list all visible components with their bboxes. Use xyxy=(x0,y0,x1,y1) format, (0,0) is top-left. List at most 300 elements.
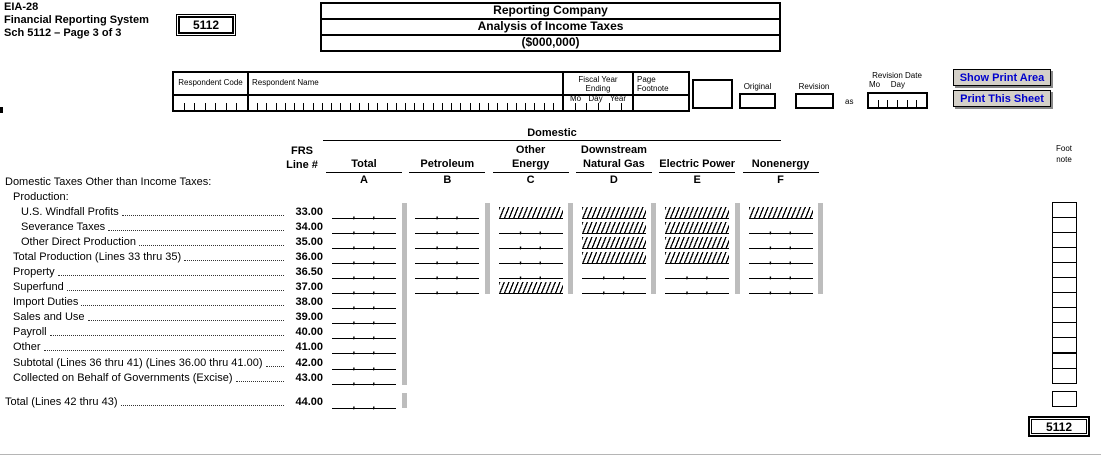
comb-tick xyxy=(544,103,545,110)
thousands-comma: , xyxy=(435,270,439,282)
original-label: Original xyxy=(743,82,772,91)
column-separator xyxy=(818,203,823,294)
comb-tick xyxy=(226,103,227,110)
page-footnote-header xyxy=(634,73,688,94)
column-separator xyxy=(485,203,490,294)
comb-tick xyxy=(479,103,480,110)
column-letter: F xyxy=(777,174,784,186)
comb-tick xyxy=(368,103,369,110)
dotted-leader xyxy=(88,320,284,321)
thousands-comma: , xyxy=(788,225,792,237)
thousands-comma: , xyxy=(455,240,459,252)
footnote-header-1: Foot xyxy=(1055,144,1072,153)
domestic-group-header: Domestic xyxy=(527,127,577,139)
thousands-comma: , xyxy=(768,240,772,252)
amount-cell-37.00-a[interactable] xyxy=(332,281,396,297)
dotted-leader xyxy=(44,350,284,351)
comb-tick xyxy=(878,100,879,107)
comb-tick xyxy=(586,103,587,110)
column-separator xyxy=(735,203,740,294)
row-label: Sales and Use xyxy=(13,311,85,324)
data-row xyxy=(0,355,1101,370)
thousands-comma: , xyxy=(602,285,606,297)
schedule-number-box-top xyxy=(176,14,236,36)
comb-tick xyxy=(525,103,526,110)
thousands-comma: , xyxy=(538,240,542,252)
dotted-leader xyxy=(184,260,284,261)
comb-tick xyxy=(396,103,397,110)
thousands-comma: , xyxy=(788,270,792,282)
amount-cell-37.00-f[interactable] xyxy=(749,281,813,297)
frs-line-number: 40.00 xyxy=(295,326,323,339)
row-label: Severance Taxes xyxy=(21,221,106,234)
amount-cell-35.00-a[interactable] xyxy=(332,236,396,252)
row-label: Subtotal (Lines 36 thru 41) (Lines 36.00 thru 41.00) xyxy=(13,356,263,369)
form-code: EIA-28 xyxy=(4,1,39,13)
thousands-comma: , xyxy=(435,255,439,267)
thousands-comma: , xyxy=(519,270,522,282)
amount-cell-36.50-e[interactable] xyxy=(665,266,729,282)
row-label-area xyxy=(0,234,323,249)
column-letter: D xyxy=(609,174,618,186)
thousands-comma: , xyxy=(455,225,459,237)
footnote-column-header xyxy=(1046,143,1082,165)
dotted-leader xyxy=(50,335,284,336)
thousands-comma: , xyxy=(352,240,356,252)
column-letter: A xyxy=(360,174,368,186)
thousands-comma: , xyxy=(352,330,356,342)
comb-tick xyxy=(460,103,461,110)
comb-tick xyxy=(897,100,898,107)
comb-tick xyxy=(414,103,415,110)
revision-date-field[interactable] xyxy=(867,92,928,109)
na-cell-34.00-e xyxy=(665,222,729,234)
title-line-3: ($000,000) xyxy=(320,34,781,52)
row-label-area xyxy=(0,339,323,354)
thousands-comma: , xyxy=(372,345,376,357)
amount-cell-36.00-c[interactable] xyxy=(499,251,563,267)
column-title-line2: Natural Gas xyxy=(583,158,645,170)
row-label: Property xyxy=(13,266,55,279)
frs-line-number: 36.50 xyxy=(295,266,323,279)
amount-cell-36.50-c[interactable] xyxy=(499,266,563,282)
amount-cell-35.00-c[interactable] xyxy=(499,236,563,252)
dotted-leader xyxy=(122,215,284,216)
footnote-box-40.00[interactable] xyxy=(1052,322,1077,338)
thousands-comma: , xyxy=(788,285,792,297)
thousands-comma: , xyxy=(372,240,376,252)
title-line-2: Analysis of Income Taxes xyxy=(320,18,781,36)
footnote-box-42.00[interactable] xyxy=(1052,353,1077,369)
respondent-code-field[interactable] xyxy=(174,96,249,110)
comb-tick xyxy=(609,103,610,110)
thousands-comma: , xyxy=(352,225,356,237)
row-label: Total (Lines 42 thru 43) xyxy=(5,396,118,408)
frs-line-number: 35.00 xyxy=(295,236,323,249)
thousands-comma: , xyxy=(538,255,542,267)
footnote-box-37.00[interactable] xyxy=(1052,277,1077,293)
total-row xyxy=(0,394,1101,409)
thousands-comma: , xyxy=(519,255,522,267)
thousands-comma: , xyxy=(352,255,356,267)
amount-cell-34.00-c[interactable] xyxy=(499,221,563,237)
dotted-leader xyxy=(236,381,285,382)
form-title-box xyxy=(320,2,781,52)
thousands-comma: , xyxy=(372,300,376,312)
row-label-area xyxy=(0,249,323,264)
amount-cell-33.00-b[interactable] xyxy=(415,206,479,219)
comb-tick xyxy=(236,103,237,110)
dotted-leader xyxy=(81,305,284,306)
amount-cell-39.00-a[interactable] xyxy=(332,311,396,327)
amount-cell-35.00-f[interactable] xyxy=(749,236,813,252)
thousands-comma: , xyxy=(352,375,356,387)
dotted-leader xyxy=(266,366,285,367)
schedule-number-box-bottom xyxy=(1028,416,1090,437)
fiscal-year-unit-label: Year xyxy=(609,94,626,103)
na-cell-34.00-d xyxy=(582,222,646,234)
row-label-area xyxy=(0,394,323,409)
comb-tick xyxy=(497,103,498,110)
amount-cell-36.50-d[interactable] xyxy=(582,266,646,282)
row-label: Superfund xyxy=(13,281,64,294)
thousands-comma: , xyxy=(352,360,356,372)
show-print-area-button[interactable]: Show Print Area xyxy=(953,69,1051,86)
amount-cell-44.00-a[interactable] xyxy=(332,396,396,409)
blank-box xyxy=(692,79,733,109)
frs-line-number: 34.00 xyxy=(295,221,323,234)
amount-cell-37.00-e[interactable] xyxy=(665,281,729,297)
revision-field[interactable] xyxy=(795,93,834,109)
footnote-box-36.50[interactable] xyxy=(1052,262,1077,278)
na-cell-37.00-c xyxy=(499,282,563,294)
frs-line-number: 36.00 xyxy=(295,251,323,264)
title-line-1: Reporting Company xyxy=(320,2,781,20)
row-label-area xyxy=(0,204,323,219)
footnote-box-43.00[interactable] xyxy=(1052,368,1077,384)
row-label-area xyxy=(0,294,323,309)
row-label-area xyxy=(0,189,323,204)
amount-cell-40.00-a[interactable] xyxy=(332,326,396,342)
comb-tick xyxy=(184,103,185,110)
revision-date-label: Revision Date xyxy=(872,71,922,80)
row-label: Payroll xyxy=(13,326,47,339)
system-name: Financial Reporting System xyxy=(4,14,149,26)
column-title-line1 xyxy=(739,144,823,158)
comb-tick xyxy=(451,103,452,110)
fiscal-year-label: Fiscal Year Ending xyxy=(578,75,618,93)
amount-cell-34.00-b[interactable] xyxy=(415,221,479,237)
row-label: Import Duties xyxy=(13,296,79,309)
row-label: Total Production (Lines 33 thru 35) xyxy=(13,251,182,264)
thousands-comma: , xyxy=(788,255,792,267)
thousands-comma: , xyxy=(538,270,542,282)
amount-cell-37.00-b[interactable] xyxy=(415,281,479,297)
data-row xyxy=(0,219,1101,237)
thousands-comma: , xyxy=(602,270,606,282)
thousands-comma: , xyxy=(352,345,356,357)
footnote-box-35.00[interactable] xyxy=(1052,232,1077,248)
frs-line-number: 44.00 xyxy=(295,396,323,408)
comb-tick xyxy=(205,103,206,110)
footnote-box-36.00[interactable] xyxy=(1052,247,1077,263)
amount-cell-36.50-b[interactable] xyxy=(415,266,479,282)
footnote-box-44.00[interactable] xyxy=(1052,391,1077,407)
thousands-comma: , xyxy=(372,315,376,327)
comb-tick xyxy=(423,103,424,110)
data-row xyxy=(0,234,1101,252)
dotted-leader xyxy=(67,290,284,291)
page-footnote-label-2: Footnote xyxy=(637,84,669,93)
page-footnote-label-1: Page xyxy=(637,75,656,84)
column-letter: B xyxy=(443,174,452,186)
data-row xyxy=(0,370,1101,385)
comb-tick xyxy=(442,103,443,110)
original-field[interactable] xyxy=(739,93,776,109)
thousands-comma: , xyxy=(435,285,439,297)
comb-tick xyxy=(916,100,917,107)
frs-line-number: 41.00 xyxy=(295,341,323,354)
column-separator xyxy=(402,393,407,408)
thousands-comma: , xyxy=(519,225,522,237)
comb-tick xyxy=(215,103,216,110)
thousands-comma: , xyxy=(372,255,376,267)
thousands-comma: , xyxy=(685,285,689,297)
comb-tick xyxy=(303,103,304,110)
row-label-area xyxy=(0,355,323,370)
amount-cell-36.00-f[interactable] xyxy=(749,251,813,267)
row-label: Collected on Behalf of Governments (Excise) xyxy=(13,371,233,384)
comb-tick xyxy=(294,103,295,110)
page-footnote-field[interactable] xyxy=(634,96,688,110)
row-label-area xyxy=(0,370,323,385)
column-title-line2: Petroleum xyxy=(420,158,475,170)
screen-edge-mark xyxy=(0,107,3,113)
comb-tick xyxy=(285,103,286,110)
data-row xyxy=(0,264,1101,282)
footnote-box-39.00[interactable] xyxy=(1052,307,1077,323)
footnote-box-34.00[interactable] xyxy=(1052,217,1077,233)
row-label-area xyxy=(0,219,323,234)
dotted-leader xyxy=(108,230,284,231)
print-this-sheet-button[interactable]: Print This Sheet xyxy=(953,90,1051,107)
comb-tick xyxy=(257,103,258,110)
thousands-comma: , xyxy=(352,400,356,411)
na-cell-35.00-e xyxy=(665,237,729,249)
comb-tick xyxy=(598,103,599,110)
thousands-comma: , xyxy=(372,285,376,297)
thousands-comma: , xyxy=(455,270,459,282)
comb-tick xyxy=(470,103,471,110)
comb-tick xyxy=(907,100,908,107)
page-reference: Sch 5112 – Page 3 of 3 xyxy=(4,27,122,39)
comb-tick xyxy=(340,103,341,110)
amount-cell-35.00-b[interactable] xyxy=(415,236,479,252)
thousands-comma: , xyxy=(768,270,772,282)
thousands-comma: , xyxy=(372,375,376,387)
na-cell-36.00-d xyxy=(582,252,646,264)
revision-date-comb xyxy=(869,94,926,107)
fiscal-year-header xyxy=(564,73,634,103)
domestic-group-rule xyxy=(323,140,781,141)
amount-cell-37.00-d[interactable] xyxy=(582,281,646,297)
revision-mo-label: Mo xyxy=(869,80,881,89)
row-label-area xyxy=(0,174,323,189)
data-row xyxy=(0,309,1101,327)
row-label: Domestic Taxes Other than Income Taxes: xyxy=(5,176,212,188)
revision-label: Revision xyxy=(798,82,830,91)
thousands-comma: , xyxy=(622,285,625,297)
comb-tick xyxy=(433,103,434,110)
amount-cell-36.50-a[interactable] xyxy=(332,266,396,282)
row-label: Production: xyxy=(13,191,69,203)
section-heading-row xyxy=(0,174,1101,189)
column-title-line1 xyxy=(322,144,406,158)
column-title-line1 xyxy=(405,144,489,158)
column-title-line1: Other xyxy=(515,144,546,156)
data-row xyxy=(0,294,1101,312)
comb-tick xyxy=(377,103,378,110)
frs-label: FRS xyxy=(291,145,313,157)
amount-cell-41.00-a[interactable] xyxy=(332,341,396,357)
thousands-comma: , xyxy=(768,255,772,267)
comb-tick xyxy=(322,103,323,110)
row-label-area xyxy=(0,279,323,294)
thousands-comma: , xyxy=(352,300,356,312)
na-cell-33.00-c xyxy=(499,207,563,219)
column-title-line1 xyxy=(655,144,739,158)
thousands-comma: , xyxy=(372,270,376,282)
thousands-comma: , xyxy=(372,330,376,342)
thousands-comma: , xyxy=(352,270,356,282)
amount-cell-34.00-f[interactable] xyxy=(749,221,813,237)
data-row xyxy=(0,204,1101,219)
respondent-name-field[interactable] xyxy=(249,96,564,110)
amount-cell-42.00-a[interactable] xyxy=(332,357,396,370)
thousands-comma: , xyxy=(705,270,709,282)
thousands-comma: , xyxy=(372,225,376,237)
comb-tick xyxy=(534,103,535,110)
row-label: Other Direct Production xyxy=(21,236,136,249)
frs-line-number: 42.00 xyxy=(295,356,323,369)
column-title-line2: Nonenergy xyxy=(751,158,810,170)
production-heading-row xyxy=(0,189,1101,204)
comb-tick xyxy=(488,103,489,110)
thousands-comma: , xyxy=(788,240,792,252)
na-cell-33.00-d xyxy=(582,207,646,219)
comb-tick xyxy=(405,103,406,110)
respondent-code-label: Respondent Code xyxy=(174,73,249,94)
dotted-leader xyxy=(58,275,284,276)
thousands-comma: , xyxy=(705,285,709,297)
revision-day-label: Day xyxy=(890,80,905,89)
amount-cell-36.00-b[interactable] xyxy=(415,251,479,267)
frs-line-number: 38.00 xyxy=(295,296,323,309)
schedule-number-bottom: 5112 xyxy=(1031,419,1087,434)
row-label-area xyxy=(0,324,323,339)
comb-tick xyxy=(313,103,314,110)
comb-tick xyxy=(387,103,388,110)
comb-tick xyxy=(516,103,517,110)
amount-cell-33.00-a[interactable] xyxy=(332,206,396,219)
comb-tick xyxy=(553,103,554,110)
amount-cell-36.00-a[interactable] xyxy=(332,251,396,267)
dotted-leader xyxy=(139,245,284,246)
na-cell-33.00-f xyxy=(749,207,813,219)
line-number-label: Line # xyxy=(286,159,318,171)
data-row xyxy=(0,249,1101,267)
column-title-line2: Total xyxy=(351,158,377,170)
thousands-comma: , xyxy=(455,255,459,267)
comb-tick xyxy=(359,103,360,110)
frs-line-number: 37.00 xyxy=(295,281,323,294)
thousands-comma: , xyxy=(435,240,439,252)
respondent-header-table xyxy=(172,71,690,112)
comb-tick xyxy=(276,103,277,110)
form-identification xyxy=(4,1,149,40)
fiscal-year-field[interactable] xyxy=(564,96,634,110)
footnote-box-38.00[interactable] xyxy=(1052,292,1077,308)
revision-date-units xyxy=(869,80,905,89)
fiscal-day-label: Day xyxy=(588,94,603,103)
frs-line-number: 43.00 xyxy=(295,371,323,384)
footnote-box-33.00[interactable] xyxy=(1052,202,1077,218)
thousands-comma: , xyxy=(622,270,625,282)
amount-cell-38.00-a[interactable] xyxy=(332,296,396,312)
thousands-comma: , xyxy=(455,210,459,221)
column-separator xyxy=(402,203,407,385)
column-letter: E xyxy=(693,174,701,186)
comb-tick xyxy=(331,103,332,110)
as-label: as xyxy=(845,97,854,106)
comb-tick xyxy=(887,100,888,107)
footnote-box-41.00[interactable] xyxy=(1052,337,1077,353)
column-letter: C xyxy=(526,174,535,186)
thousands-comma: , xyxy=(685,270,689,282)
comb-tick xyxy=(507,103,508,110)
thousands-comma: , xyxy=(372,210,376,221)
dotted-leader xyxy=(121,405,284,406)
thousands-comma: , xyxy=(435,210,439,221)
column-separator xyxy=(568,203,573,294)
column-title-line1: Downstream xyxy=(580,144,647,156)
amount-cell-34.00-a[interactable] xyxy=(332,221,396,237)
thousands-comma: , xyxy=(352,210,356,221)
na-cell-35.00-d xyxy=(582,237,646,249)
thousands-comma: , xyxy=(538,225,542,237)
data-row xyxy=(0,279,1101,297)
column-separator xyxy=(651,203,656,294)
thousands-comma: , xyxy=(768,285,772,297)
amount-cell-43.00-a[interactable] xyxy=(332,372,396,385)
na-cell-33.00-e xyxy=(665,207,729,219)
row-label: U.S. Windfall Profits xyxy=(21,206,119,218)
schedule-number: 5112 xyxy=(178,16,234,34)
comb-tick xyxy=(194,103,195,110)
frs-line-number: 33.00 xyxy=(295,206,323,218)
row-label: Other xyxy=(13,341,41,354)
thousands-comma: , xyxy=(768,225,772,237)
comb-tick xyxy=(350,103,351,110)
amount-cell-36.50-f[interactable] xyxy=(749,266,813,282)
comb-tick xyxy=(266,103,267,110)
row-label-area xyxy=(0,264,323,279)
respondent-name-label: Respondent Name xyxy=(249,73,564,94)
row-label-area xyxy=(0,309,323,324)
frs-line-number: 39.00 xyxy=(295,311,323,324)
thousands-comma: , xyxy=(372,400,376,411)
comb-tick xyxy=(575,103,576,110)
